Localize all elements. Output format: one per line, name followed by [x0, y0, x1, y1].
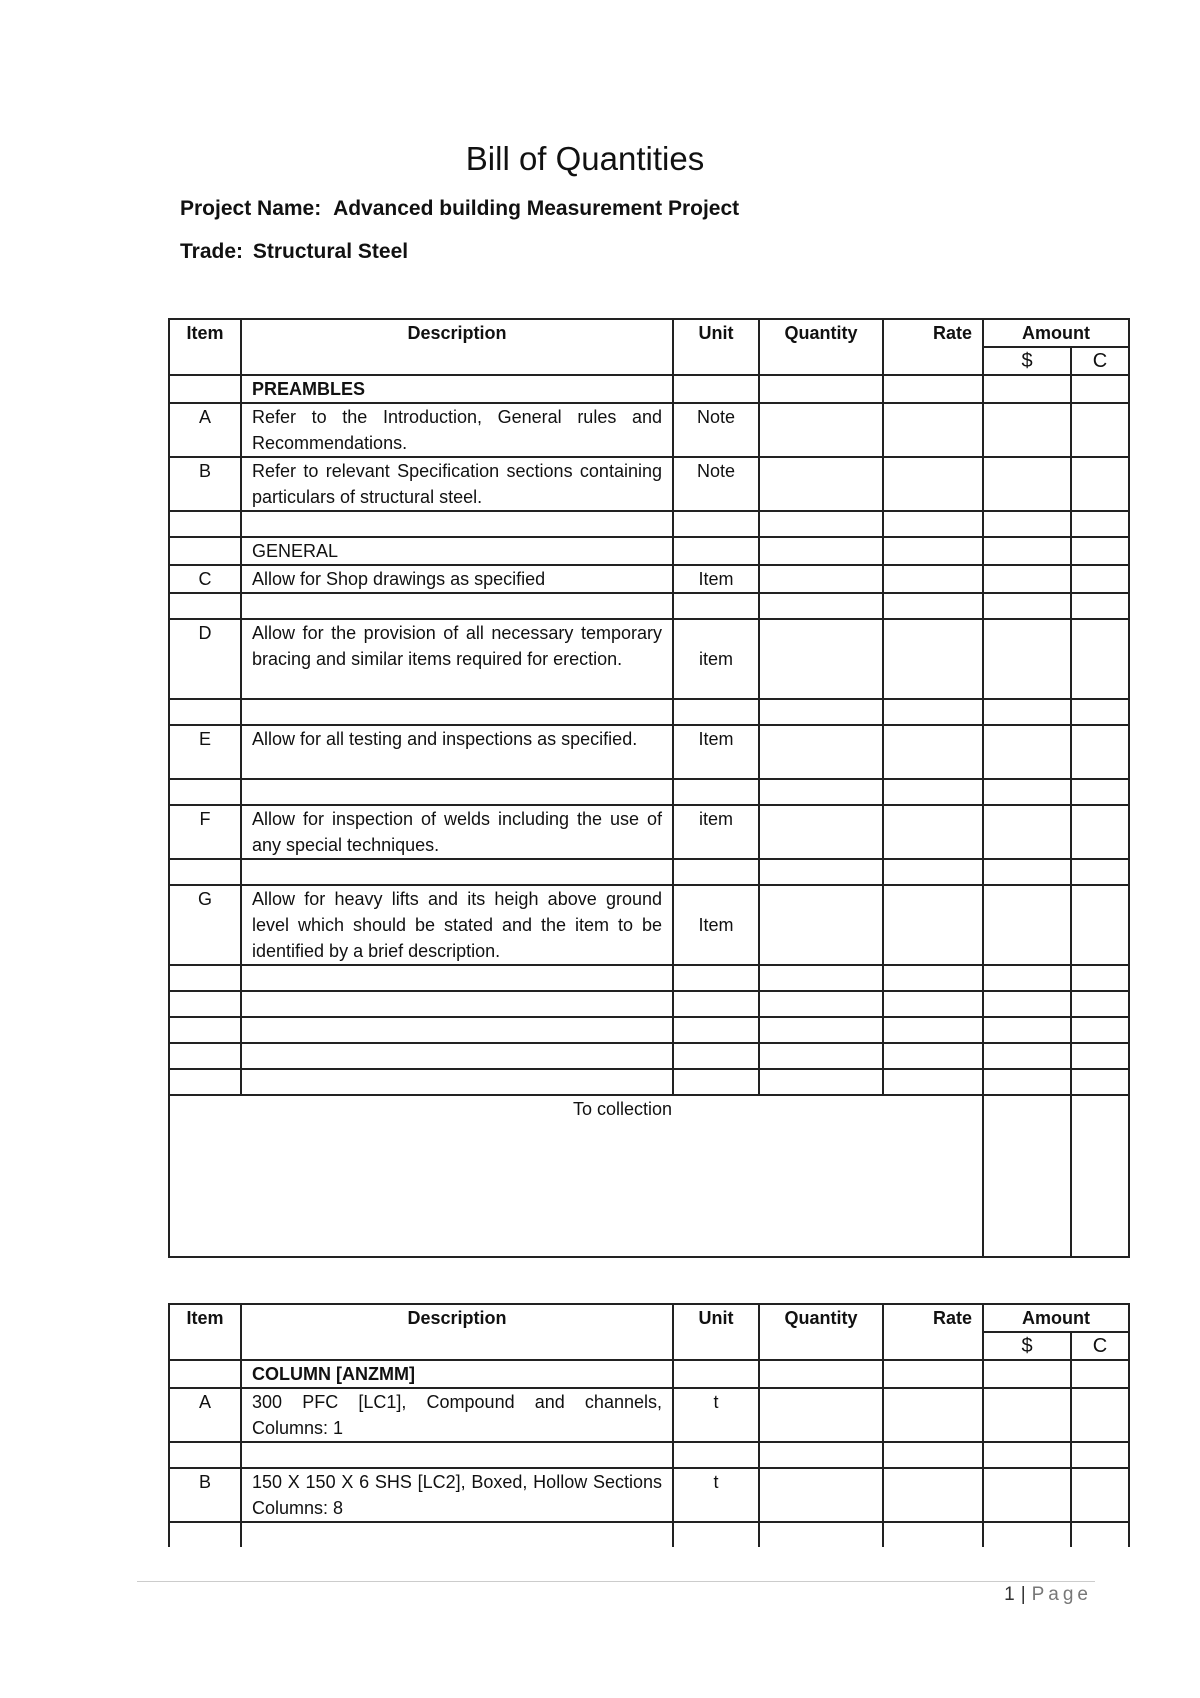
- item-unit: Note: [673, 457, 759, 511]
- header-cents: C: [1071, 347, 1129, 375]
- item-unit: Item: [673, 725, 759, 779]
- header-rate: Rate: [883, 1304, 983, 1360]
- table-row: [169, 511, 1129, 537]
- boq-table-column: [168, 1303, 1130, 1547]
- header-amount: Amount: [983, 319, 1129, 347]
- to-collection-label: To collection: [169, 1095, 983, 1257]
- item-code: E: [169, 725, 241, 779]
- trade-value: Structural Steel: [252, 240, 409, 263]
- footer-separator: |: [1020, 1584, 1026, 1605]
- page-label: Page: [1031, 1584, 1092, 1605]
- item-description: Refer to relevant Specification sections containing particulars of structural steel.: [241, 457, 673, 511]
- header-rate: Rate: [883, 319, 983, 375]
- page-footer: [1004, 1584, 1092, 1606]
- table-header-row: [169, 1304, 1129, 1332]
- item-description: Allow for the provision of all necessary temporary bracing and similar items required for erection.: [241, 619, 673, 699]
- table-row: [169, 565, 1129, 593]
- item-unit: Item: [673, 885, 759, 965]
- section-heading-column: COLUMN [ANZMM]: [241, 1360, 673, 1388]
- table-row: [169, 885, 1129, 965]
- item-description: Allow for all testing and inspections as specified.: [241, 725, 673, 779]
- header-quantity: Quantity: [759, 1304, 883, 1360]
- header-description: Description: [241, 1304, 673, 1360]
- item-code: A: [169, 403, 241, 457]
- item-unit: Note: [673, 403, 759, 457]
- header-unit: Unit: [673, 319, 759, 375]
- table-header-row: [169, 319, 1129, 347]
- table-row: [169, 619, 1129, 699]
- item-description: Allow for heavy lifts and its heigh above ground level which should be stated and the item to be identified by a brief description.: [241, 885, 673, 965]
- header-unit: Unit: [673, 1304, 759, 1360]
- table-row: [169, 375, 1129, 403]
- table-row: [169, 1388, 1129, 1442]
- item-unit: t: [673, 1468, 759, 1522]
- section-heading-preambles: PREAMBLES: [241, 375, 673, 403]
- trade-line: [180, 240, 408, 264]
- section-heading-general: GENERAL: [241, 537, 673, 565]
- item-code: F: [169, 805, 241, 859]
- item-code: B: [169, 457, 241, 511]
- table-row: [169, 965, 1129, 991]
- table-row: [169, 991, 1129, 1017]
- table-row: [169, 403, 1129, 457]
- table-row: [169, 1069, 1129, 1095]
- table-row: [169, 1360, 1129, 1388]
- boq-table-general: [168, 318, 1130, 1258]
- footer-divider: [137, 1581, 1095, 1582]
- table-row: [169, 699, 1129, 725]
- table-row: [169, 805, 1129, 859]
- item-unit: t: [673, 1388, 759, 1442]
- header-quantity: Quantity: [759, 319, 883, 375]
- table-row: [169, 859, 1129, 885]
- item-unit: item: [673, 619, 759, 699]
- item-unit: item: [673, 805, 759, 859]
- project-name-line: [180, 197, 739, 221]
- header-description: Description: [241, 319, 673, 375]
- project-name-label: Project Name:: [180, 197, 322, 220]
- item-description: Allow for Shop drawings as specified: [241, 565, 673, 593]
- item-code: B: [169, 1468, 241, 1522]
- header-item: Item: [169, 1304, 241, 1360]
- header-dollars: $: [983, 347, 1071, 375]
- header-cents: C: [1071, 1332, 1129, 1360]
- item-description: 300 PFC [LC1], Compound and channels, Columns: 1: [241, 1388, 673, 1442]
- table-row: [169, 1017, 1129, 1043]
- header-amount: Amount: [983, 1304, 1129, 1332]
- trade-label: Trade:: [180, 240, 244, 263]
- table-row: [169, 593, 1129, 619]
- table-row: [169, 1043, 1129, 1069]
- project-name-value: Advanced building Measurement Project: [333, 197, 740, 220]
- table-row: [169, 1442, 1129, 1468]
- document-title: Bill of Quantities: [465, 140, 705, 177]
- table-row: [169, 537, 1129, 565]
- item-description: 150 X 150 X 6 SHS [LC2], Boxed, Hollow Sections Columns: 8: [241, 1468, 673, 1522]
- item-unit: Item: [673, 565, 759, 593]
- header-dollars: $: [983, 1332, 1071, 1360]
- table-row: [169, 1522, 1129, 1547]
- collection-row: [169, 1095, 1129, 1257]
- item-description: Allow for inspection of welds including the use of any special techniques.: [241, 805, 673, 859]
- table-row: [169, 725, 1129, 779]
- item-code: A: [169, 1388, 241, 1442]
- table-row: [169, 457, 1129, 511]
- item-code: C: [169, 565, 241, 593]
- header-item: Item: [169, 319, 241, 375]
- item-code: D: [169, 619, 241, 699]
- table-row: [169, 1468, 1129, 1522]
- table-row: [169, 779, 1129, 805]
- item-code: G: [169, 885, 241, 965]
- item-description: Refer to the Introduction, General rules and Recommendations.: [241, 403, 673, 457]
- page-number: 1: [1004, 1584, 1015, 1605]
